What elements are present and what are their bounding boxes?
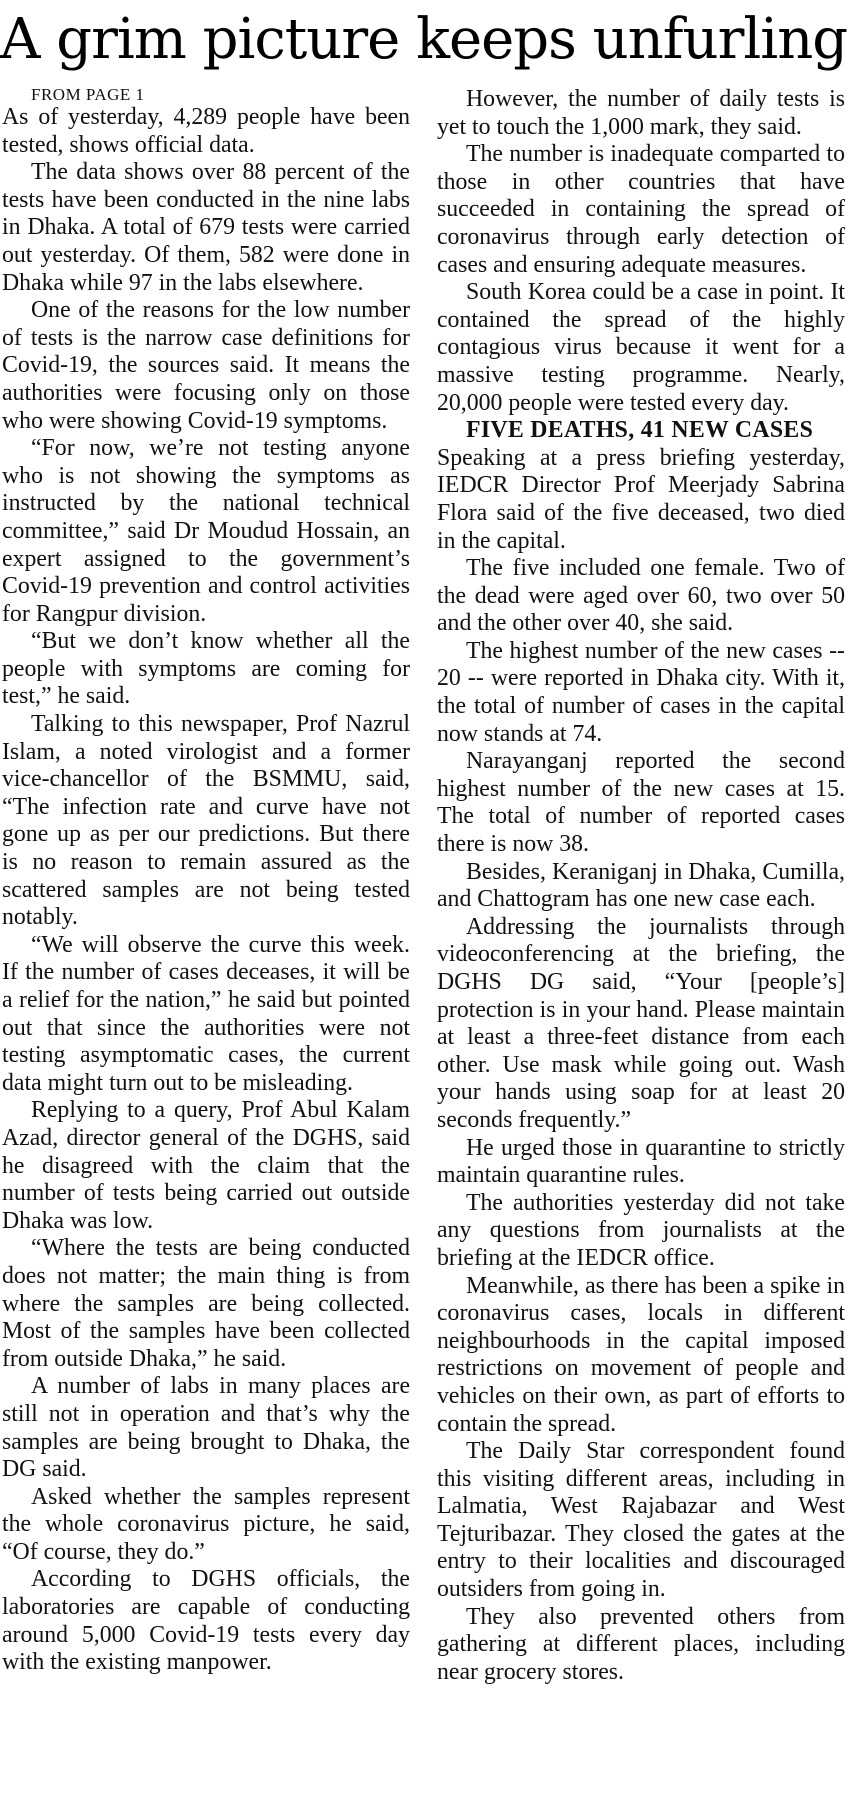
paragraph: Addressing the journalists through videoconferencing at the briefing, the DGHS DG said, “Your [people’s] protection is in your hand. Please maintain at least a three-feet distance from each other. Use mask while going out. Wash your hands using soap for at least 20 seconds frequently.” [437,913,845,1133]
paragraph: One of the reasons for the low number of tests is the narrow case definitions for Covid-19, the sources said. It means the authorities were focusing only on those who were showing Covid-19 symptoms. [2,297,410,434]
paragraph: Meanwhile, as there has been a spike in coronavirus cases, locals in different neighbourhoods in the capital imposed restrictions on movement of people and vehicles on their own, as part of efforts to contain the spread. [437,1272,845,1437]
paragraph: Speaking at a press briefing yesterday, IEDCR Director Prof Meerjady Sabrina Flora said of the five deceased, two died in the capital. [437,444,845,554]
headline: A grim picture keeps unfurling [0,7,848,72]
paragraph: He urged those in quarantine to strictly maintain quarantine rules. [437,1134,845,1189]
paragraph: The number is inadequate comparted to those in other countries that have succeeded in containing the spread of coronavirus through early detection of cases and ensuring adequate measures. [437,141,845,278]
paragraph: “Where the tests are being conducted does not matter; the main thing is from where the samples are being collected. Most of the samples have been collected from outside Dhaka,” he said. [2,1235,410,1372]
paragraph: Talking to this newspaper, Prof Nazrul Islam, a noted virologist and a former vice-chancellor of the BSMMU, said, “The infection rate and curve have not gone up as per our predictions. But there is no reason to remain assured as the scattered samples are not being tested notably. [2,711,410,931]
subheading: FIVE DEATHS, 41 NEW CASES [466,417,814,444]
kicker: FROM PAGE 1 [31,85,145,104]
paragraph: A number of labs in many places are still not in operation and that’s why the samples are being brought to Dhaka, the DG said. [2,1373,410,1483]
paragraph: “We will observe the curve this week. If the number of cases deceases, it will be a relief for the nation,” he said but pointed out that since the authorities were not testing asymptomatic cases, the current data might turn out to be misleading. [2,931,410,1096]
paragraph: Replying to a query, Prof Abul Kalam Azad, director general of the DGHS, said he disagreed with the claim that the number of tests being carried out outside Dhaka was low. [2,1097,410,1234]
paragraph: South Korea could be a case in point. It contained the spread of the highly contagious virus because it went for a massive testing programme. Nearly, 20,000 people were tested every day. [437,279,845,416]
paragraph: The authorities yesterday did not take any questions from journalists at the briefing at the IEDCR office. [437,1189,845,1271]
paragraph: The highest number of the new cases -- 20 -- were reported in Dhaka city. With it, the total of number of cases in the capital now stands at 74. [437,637,845,747]
paragraph: Asked whether the samples represent the whole coronavirus picture, he said, “Of course, they do.” [2,1483,410,1565]
paragraph: The Daily Star correspondent found this visiting different areas, including in Lalmatia, West Rajabazar and West Tejturibazar. They closed the gates at the entry to their localities and discouraged outsiders from going in. [437,1438,845,1603]
paragraph: The data shows over 88 percent of the tests have been conducted in the nine labs in Dhaka. A total of 679 tests were carried out yesterday. Of them, 582 were done in Dhaka while 97 in the labs elsewhere. [2,159,410,296]
paragraph: As of yesterday, 4,289 people have been tested, shows official data. [2,104,410,158]
paragraph: “For now, we’re not testing anyone who is not showing the symptoms as instructed by the national technical committee,” said Dr Moudud Hossain, an expert assigned to the government’s Covid-19 prevention and control activities for Rangpur division. [2,435,410,627]
right-column [437,86,845,1686]
paragraph: “But we don’t know whether all the people with symptoms are coming for test,” he said. [2,628,410,710]
paragraph: According to DGHS officials, the laboratories are capable of conducting around 5,000 Covid-19 tests every day with the existing manpower. [2,1566,410,1676]
paragraph: The five included one female. Two of the dead were aged over 60, two over 50 and the other over 40, she said. [437,555,845,637]
left-column [2,86,410,1677]
paragraph: Narayanganj reported the second highest number of the new cases at 15. The total of number of reported cases there is now 38. [437,748,845,858]
paragraph: Besides, Keraniganj in Dhaka, Cumilla, and Chattogram has one new case each. [437,858,845,913]
paragraph: However, the number of daily tests is yet to touch the 1,000 mark, they said. [437,86,845,140]
paragraph: They also prevented others from gathering at different places, including near grocery stores. [437,1603,845,1685]
